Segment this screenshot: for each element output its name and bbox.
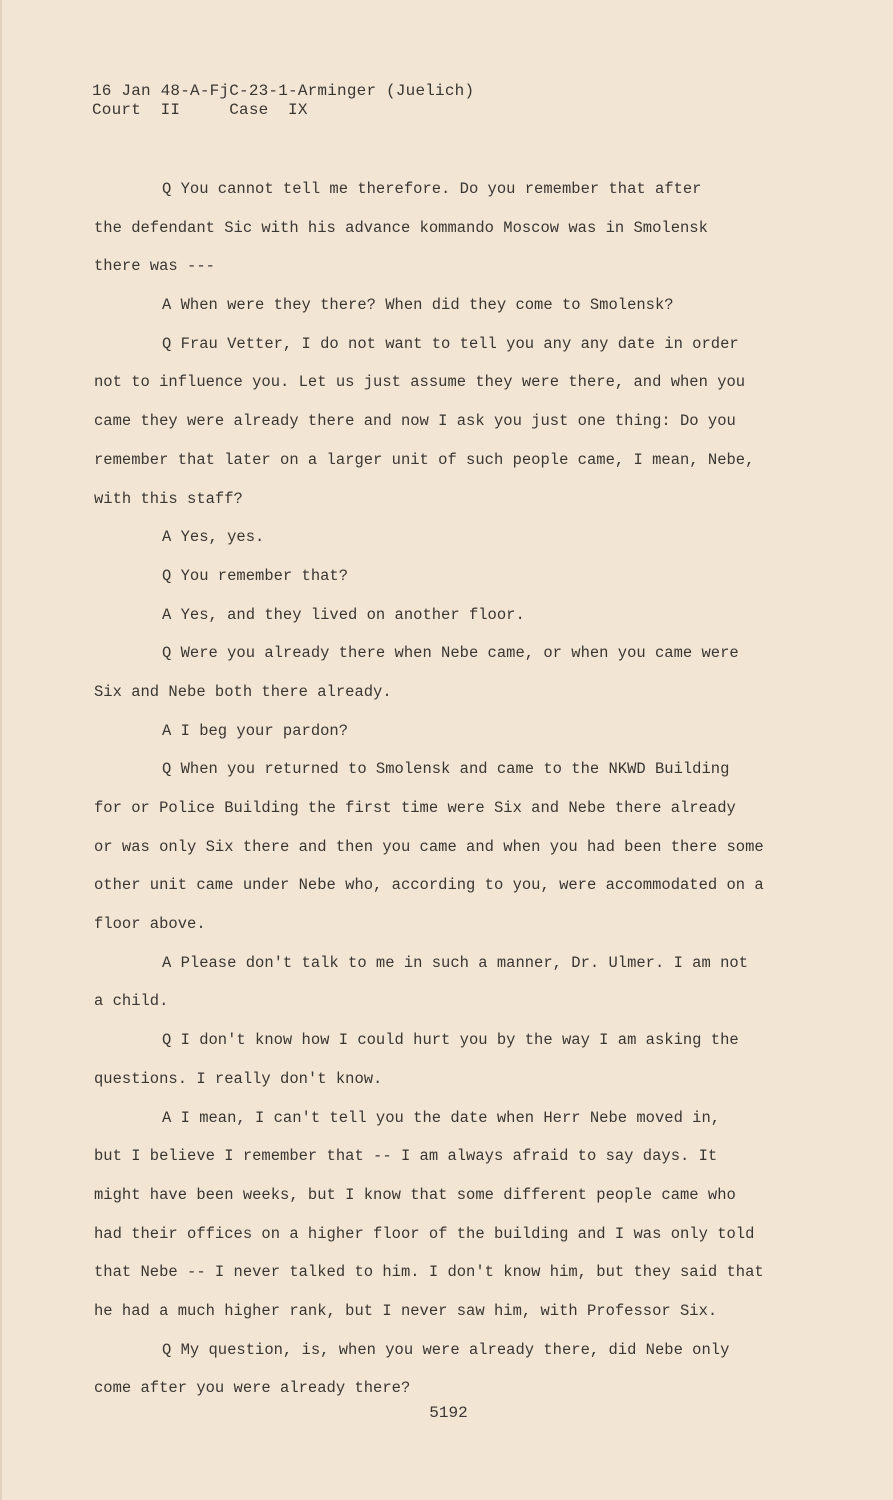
transcript-line: come after you were already there? (94, 1379, 411, 1398)
transcript-line: A I beg your pardon? (162, 721, 349, 740)
transcript-line: Q Were you already there when Nebe came, or when you came were (162, 644, 739, 663)
transcript-line: remember that later on a larger unit of such people came, I mean, Nebe, (94, 450, 755, 469)
transcript-line: had their offices on a higher floor of the building and I was only told (94, 1224, 755, 1243)
transcript-line: Q Frau Vetter, I do not want to tell you any any date in order (162, 334, 739, 353)
transcript-line: a child. (94, 992, 169, 1011)
header-line-court: Court II Case IX (92, 101, 308, 119)
transcript-line: questions. I really don't know. (94, 1069, 383, 1088)
transcript-line: A Yes, and they lived on another floor. (162, 605, 525, 624)
transcript-line: other unit came under Nebe who, according to you, were accommodated on a (94, 876, 764, 895)
transcript-line: with this staff? (94, 489, 243, 508)
transcript-line: Q When you returned to Smolensk and came to the NKWD Building (162, 760, 730, 779)
transcript-line: A I mean, I can't tell you the date when Herr Nebe moved in, (162, 1108, 721, 1127)
transcript-line: Six and Nebe both there already. (94, 682, 392, 701)
transcript-line: Q I don't know how I could hurt you by the way I am asking the (162, 1031, 739, 1050)
transcript-line: there was --- (94, 257, 215, 276)
transcript-line: came they were already there and now I ask you just one thing: Do you (94, 412, 736, 431)
transcript-line: Q You cannot tell me therefore. Do you remember that after (162, 180, 702, 198)
transcript-line: floor above. (94, 915, 206, 934)
transcript-line: might have been weeks, but I know that some different people came who (94, 1185, 736, 1204)
transcript-line: the defendant Sic with his advance kommando Moscow was in Smolensk (94, 218, 708, 237)
document-header (92, 82, 474, 120)
transcript-line: for or Police Building the first time were Six and Nebe there already (94, 799, 736, 817)
transcript-line: not to influence you. Let us just assume they were there, and when you (94, 373, 746, 392)
transcript-body (94, 170, 804, 1408)
transcript-line: Q My question, is, when you were already there, did Nebe only (162, 1340, 730, 1359)
transcript-line: A Yes, yes. (162, 528, 265, 547)
transcript-line: he had a much higher rank, but I never saw him, with Professor Six. (94, 1301, 718, 1320)
transcript-line: that Nebe -- I never talked to him. I don't know him, but they said that (94, 1263, 764, 1282)
transcript-line: Q You remember that? (162, 566, 349, 585)
transcript-line: A When were they there? When did they come to Smolensk? (162, 296, 674, 315)
transcript-line: or was only Six there and then you came and when you had been there some (94, 837, 764, 856)
page-number: 5192 (429, 1404, 468, 1422)
transcript-line: A Please don't talk to me in such a manner, Dr. Ulmer. I am not (162, 953, 748, 972)
header-line-reference: 16 Jan 48-A-FjC-23-1-Arminger (Juelich) (92, 82, 475, 100)
transcript-line: but I believe I remember that -- I am always afraid to say days. It (94, 1147, 718, 1166)
